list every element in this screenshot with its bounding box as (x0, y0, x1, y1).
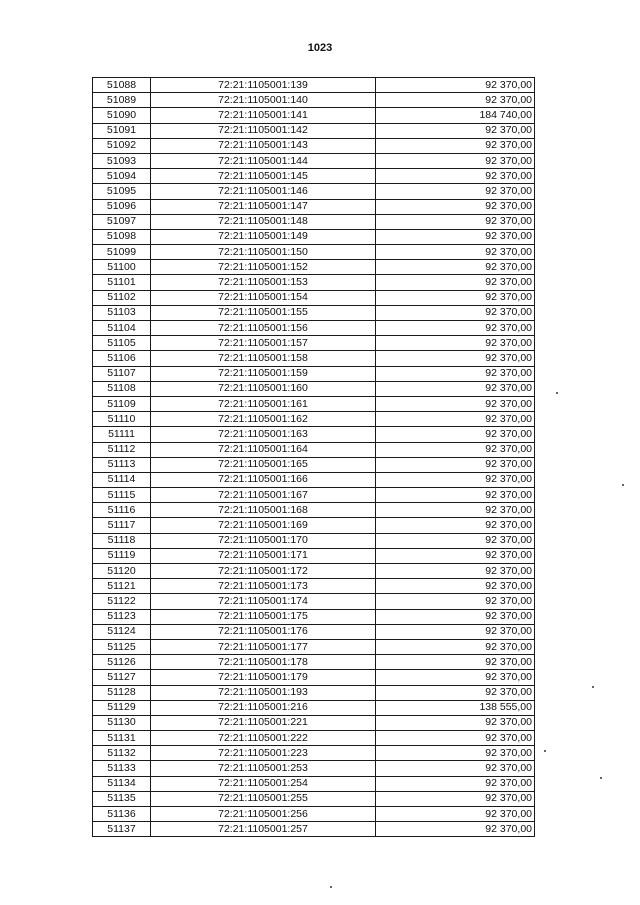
table-row (93, 381, 535, 396)
table-row (93, 518, 535, 533)
table-row (93, 138, 535, 153)
row-number: 51123 (93, 609, 151, 624)
table-row (93, 305, 535, 320)
cadastral-number: 72:21:1105001:216 (151, 700, 376, 715)
scan-speck (622, 484, 624, 486)
amount: 92 370,00 (376, 655, 535, 670)
amount: 184 740,00 (376, 108, 535, 123)
table-row (93, 321, 535, 336)
cadastral-number: 72:21:1105001:141 (151, 108, 376, 123)
table-row (93, 184, 535, 199)
cadastral-number: 72:21:1105001:142 (151, 123, 376, 138)
cadastral-number: 72:21:1105001:152 (151, 260, 376, 275)
amount: 92 370,00 (376, 153, 535, 168)
amount: 92 370,00 (376, 351, 535, 366)
table-row (93, 609, 535, 624)
row-number: 51109 (93, 396, 151, 411)
cadastral-number: 72:21:1105001:176 (151, 624, 376, 639)
amount: 92 370,00 (376, 685, 535, 700)
amount: 92 370,00 (376, 199, 535, 214)
table-row (93, 579, 535, 594)
amount: 92 370,00 (376, 427, 535, 442)
amount: 92 370,00 (376, 184, 535, 199)
row-number: 51127 (93, 670, 151, 685)
table-row (93, 715, 535, 730)
row-number: 51126 (93, 655, 151, 670)
cadastral-number: 72:21:1105001:149 (151, 229, 376, 244)
amount: 92 370,00 (376, 564, 535, 579)
amount: 92 370,00 (376, 260, 535, 275)
row-number: 51100 (93, 260, 151, 275)
scan-speck (556, 392, 558, 394)
table-row (93, 396, 535, 411)
table-row (93, 655, 535, 670)
amount: 92 370,00 (376, 366, 535, 381)
row-number: 51132 (93, 746, 151, 761)
cadastral-number: 72:21:1105001:146 (151, 184, 376, 199)
amount: 92 370,00 (376, 670, 535, 685)
row-number: 51120 (93, 564, 151, 579)
row-number: 51135 (93, 791, 151, 806)
row-number: 51121 (93, 579, 151, 594)
cadastral-number: 72:21:1105001:163 (151, 427, 376, 442)
amount: 92 370,00 (376, 138, 535, 153)
page-number: 1023 (307, 42, 333, 54)
amount: 92 370,00 (376, 214, 535, 229)
row-number: 51097 (93, 214, 151, 229)
row-number: 51108 (93, 381, 151, 396)
cadastral-number: 72:21:1105001:171 (151, 548, 376, 563)
table-row (93, 624, 535, 639)
amount: 92 370,00 (376, 791, 535, 806)
cadastral-number: 72:21:1105001:166 (151, 472, 376, 487)
table-row (93, 169, 535, 184)
amount: 92 370,00 (376, 822, 535, 837)
table-row (93, 761, 535, 776)
amount: 92 370,00 (376, 807, 535, 822)
cadastral-number: 72:21:1105001:170 (151, 533, 376, 548)
amount: 92 370,00 (376, 169, 535, 184)
table-row (93, 791, 535, 806)
cadastral-number: 72:21:1105001:139 (151, 78, 376, 93)
amount: 92 370,00 (376, 305, 535, 320)
row-number: 51118 (93, 533, 151, 548)
row-number: 51103 (93, 305, 151, 320)
cadastral-number: 72:21:1105001:167 (151, 488, 376, 503)
amount: 92 370,00 (376, 78, 535, 93)
cadastral-number: 72:21:1105001:178 (151, 655, 376, 670)
amount: 92 370,00 (376, 548, 535, 563)
table-row (93, 488, 535, 503)
table-row (93, 670, 535, 685)
row-number: 51096 (93, 199, 151, 214)
amount: 92 370,00 (376, 731, 535, 746)
cadastral-number: 72:21:1105001:140 (151, 93, 376, 108)
row-number: 51115 (93, 488, 151, 503)
row-number: 51133 (93, 761, 151, 776)
amount: 92 370,00 (376, 336, 535, 351)
cadastral-number: 72:21:1105001:173 (151, 579, 376, 594)
table-row (93, 275, 535, 290)
row-number: 51105 (93, 336, 151, 351)
amount: 92 370,00 (376, 624, 535, 639)
amount: 92 370,00 (376, 457, 535, 472)
amount: 92 370,00 (376, 594, 535, 609)
amount: 92 370,00 (376, 533, 535, 548)
amount: 92 370,00 (376, 609, 535, 624)
table-row (93, 822, 535, 837)
amount: 92 370,00 (376, 488, 535, 503)
row-number: 51136 (93, 807, 151, 822)
amount: 92 370,00 (376, 518, 535, 533)
scan-speck (600, 777, 602, 779)
table-row (93, 351, 535, 366)
cadastral-number: 72:21:1105001:223 (151, 746, 376, 761)
table-row (93, 457, 535, 472)
cadastral-number: 72:21:1105001:169 (151, 518, 376, 533)
cadastral-number: 72:21:1105001:256 (151, 807, 376, 822)
amount: 92 370,00 (376, 472, 535, 487)
amount: 92 370,00 (376, 290, 535, 305)
amount: 92 370,00 (376, 229, 535, 244)
table-row (93, 199, 535, 214)
row-number: 51114 (93, 472, 151, 487)
table-row (93, 776, 535, 791)
row-number: 51094 (93, 169, 151, 184)
row-number: 51113 (93, 457, 151, 472)
cadastral-number: 72:21:1105001:221 (151, 715, 376, 730)
cadastral-number: 72:21:1105001:193 (151, 685, 376, 700)
cadastral-number: 72:21:1105001:145 (151, 169, 376, 184)
row-number: 51137 (93, 822, 151, 837)
table-row (93, 442, 535, 457)
table-body (93, 78, 535, 837)
table-row (93, 153, 535, 168)
row-number: 51116 (93, 503, 151, 518)
row-number: 51124 (93, 624, 151, 639)
scan-speck (592, 686, 594, 688)
row-number: 51101 (93, 275, 151, 290)
table-row (93, 685, 535, 700)
cadastral-number: 72:21:1105001:177 (151, 639, 376, 654)
amount: 92 370,00 (376, 442, 535, 457)
table-row (93, 700, 535, 715)
table-row (93, 336, 535, 351)
row-number: 51112 (93, 442, 151, 457)
row-number: 51130 (93, 715, 151, 730)
table-row (93, 746, 535, 761)
cadastral-number: 72:21:1105001:174 (151, 594, 376, 609)
cadastral-number: 72:21:1105001:153 (151, 275, 376, 290)
amount: 92 370,00 (376, 746, 535, 761)
scan-speck (330, 886, 332, 888)
row-number: 51107 (93, 366, 151, 381)
row-number: 51091 (93, 123, 151, 138)
row-number: 51110 (93, 412, 151, 427)
row-number: 51129 (93, 700, 151, 715)
table-row (93, 807, 535, 822)
amount: 92 370,00 (376, 275, 535, 290)
row-number: 51117 (93, 518, 151, 533)
table-row (93, 214, 535, 229)
table-row (93, 564, 535, 579)
amount: 92 370,00 (376, 123, 535, 138)
row-number: 51095 (93, 184, 151, 199)
table-row (93, 260, 535, 275)
table-row (93, 229, 535, 244)
cadastral-number: 72:21:1105001:155 (151, 305, 376, 320)
amount: 92 370,00 (376, 761, 535, 776)
row-number: 51125 (93, 639, 151, 654)
cadastral-number: 72:21:1105001:150 (151, 245, 376, 260)
cadastral-number: 72:21:1105001:157 (151, 336, 376, 351)
cadastral-number: 72:21:1105001:158 (151, 351, 376, 366)
cadastral-number: 72:21:1105001:253 (151, 761, 376, 776)
table-row (93, 427, 535, 442)
amount: 92 370,00 (376, 639, 535, 654)
row-number: 51104 (93, 321, 151, 336)
row-number: 51090 (93, 108, 151, 123)
scan-speck (544, 750, 546, 752)
cadastral-number: 72:21:1105001:175 (151, 609, 376, 624)
amount: 92 370,00 (376, 321, 535, 336)
table-row (93, 78, 535, 93)
cadastral-number: 72:21:1105001:144 (151, 153, 376, 168)
cadastral-number: 72:21:1105001:164 (151, 442, 376, 457)
row-number: 51093 (93, 153, 151, 168)
table-row (93, 366, 535, 381)
amount: 92 370,00 (376, 715, 535, 730)
cadastral-number: 72:21:1105001:161 (151, 396, 376, 411)
table-row (93, 108, 535, 123)
cadastral-table (92, 77, 535, 837)
table-row (93, 123, 535, 138)
cadastral-number: 72:21:1105001:143 (151, 138, 376, 153)
amount: 92 370,00 (376, 503, 535, 518)
row-number: 51106 (93, 351, 151, 366)
cadastral-number: 72:21:1105001:255 (151, 791, 376, 806)
cadastral-number: 72:21:1105001:222 (151, 731, 376, 746)
table-row (93, 290, 535, 305)
row-number: 51099 (93, 245, 151, 260)
table-row (93, 503, 535, 518)
row-number: 51134 (93, 776, 151, 791)
table-row (93, 594, 535, 609)
amount: 92 370,00 (376, 412, 535, 427)
cadastral-number: 72:21:1105001:156 (151, 321, 376, 336)
row-number: 51122 (93, 594, 151, 609)
row-number: 51089 (93, 93, 151, 108)
table-row (93, 245, 535, 260)
amount: 138 555,00 (376, 700, 535, 715)
amount: 92 370,00 (376, 579, 535, 594)
row-number: 51119 (93, 548, 151, 563)
table-row (93, 472, 535, 487)
table-row (93, 412, 535, 427)
cadastral-number: 72:21:1105001:159 (151, 366, 376, 381)
row-number: 51111 (93, 427, 151, 442)
table-row (93, 548, 535, 563)
cadastral-number: 72:21:1105001:179 (151, 670, 376, 685)
cadastral-number: 72:21:1105001:257 (151, 822, 376, 837)
amount: 92 370,00 (376, 381, 535, 396)
amount: 92 370,00 (376, 396, 535, 411)
row-number: 51131 (93, 731, 151, 746)
table-row (93, 93, 535, 108)
cadastral-number: 72:21:1105001:162 (151, 412, 376, 427)
amount: 92 370,00 (376, 93, 535, 108)
amount: 92 370,00 (376, 776, 535, 791)
row-number: 51102 (93, 290, 151, 305)
row-number: 51128 (93, 685, 151, 700)
cadastral-number: 72:21:1105001:148 (151, 214, 376, 229)
cadastral-number: 72:21:1105001:154 (151, 290, 376, 305)
table-row (93, 731, 535, 746)
table-row (93, 639, 535, 654)
row-number: 51088 (93, 78, 151, 93)
cadastral-number: 72:21:1105001:165 (151, 457, 376, 472)
cadastral-number: 72:21:1105001:254 (151, 776, 376, 791)
cadastral-number: 72:21:1105001:172 (151, 564, 376, 579)
cadastral-number: 72:21:1105001:160 (151, 381, 376, 396)
cadastral-number: 72:21:1105001:168 (151, 503, 376, 518)
amount: 92 370,00 (376, 245, 535, 260)
cadastral-number: 72:21:1105001:147 (151, 199, 376, 214)
row-number: 51092 (93, 138, 151, 153)
table-row (93, 533, 535, 548)
row-number: 51098 (93, 229, 151, 244)
